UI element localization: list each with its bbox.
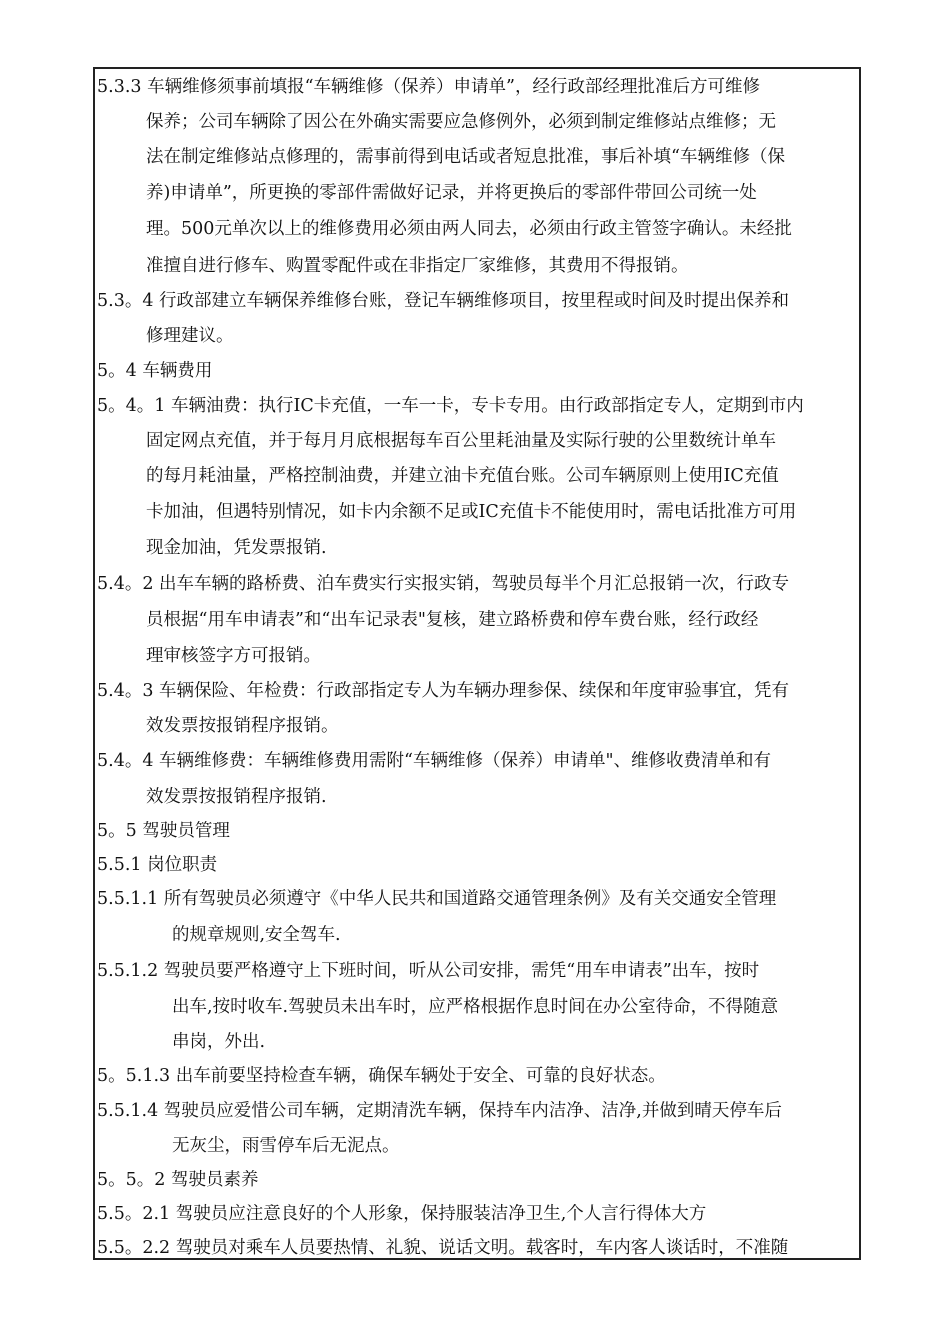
text-line: 养)申请单”，所更换的零部件需做好记录，并将更换后的零部件带回公司统一处: [146, 183, 757, 203]
section-heading: 5。5 驾驶员管理: [97, 821, 230, 841]
text-line: 的规章规则,安全驾车.: [172, 925, 341, 945]
text-line: 保养；公司车辆除了因公在外确实需要应急修例外，必须到制定维修站点维修；无: [146, 112, 776, 132]
text-line: 法在制定维修站点修理的，需事前得到电话或者短息批准，事后补填“车辆维修（保: [146, 147, 785, 167]
text-line: 5.3.3 车辆维修须事前填报“车辆维修（保养）申请单”，经行政部经理批准后方可维修: [97, 77, 760, 97]
text-line: 理审核签字方可报销。: [146, 646, 321, 666]
text-line: 准擅自进行修车、购置零配件或在非指定厂家维修，其费用不得报销。: [146, 256, 689, 276]
text-line: 5.5.1.2 驾驶员要严格遵守上下班时间，听从公司安排，需凭“用车申请表”出车，按时: [97, 961, 760, 981]
text-line: 效发票按报销程序报销。: [146, 716, 339, 736]
text-line: 出车,按时收车.驾驶员未出车时，应严格根据作息时间在办公室待命，不得随意: [172, 997, 779, 1017]
text-line: 5。4。1 车辆油费：执行IC卡充值，一车一卡，专卡专用。由行政部指定专人，定期到市内: [97, 396, 804, 416]
text-line: 5.4。2 出车车辆的路桥费、泊车费实行实报实销，驾驶员每半个月汇总报销一次，行政专: [97, 574, 790, 594]
text-line: 现金加油，凭发票报销.: [146, 538, 327, 558]
text-line: 理。500元单次以上的维修费用必须由两人同去，必须由行政主管签字确认。未经批: [146, 219, 792, 239]
text-line: 固定网点充值，并于每月月底根据每车百公里耗油量及实际行驶的公里数统计单车: [146, 431, 776, 451]
text-line: 5。5.1.3 出车前要坚持检查车辆，确保车辆处于安全、可靠的良好状态。: [97, 1066, 666, 1086]
section-heading: 5。4 车辆费用: [97, 361, 213, 381]
text-line: 串岗，外出.: [172, 1032, 266, 1052]
text-line: 员根据“用车申请表”和“出车记录表"复核，建立路桥费和停车费台账，经行政经: [146, 610, 759, 630]
text-line: 5.5.1.4 驾驶员应爱惜公司车辆，定期清洗车辆，保持车内洁净、洁净,并做到晴天停车后: [97, 1101, 782, 1121]
text-line: 效发票按报销程序报销.: [146, 787, 327, 807]
text-line: 5.5。2.2 驾驶员对乘车人员要热情、礼貌、说话文明。载客时，车内客人谈话时，不准随: [97, 1238, 789, 1258]
text-line: 的每月耗油量，严格控制油费，并建立油卡充值台账。公司车辆原则上使用IC充值: [146, 466, 779, 486]
text-line: 卡加油，但遇特别情况，如卡内余额不足或IC充值卡不能使用时，需电话批准方可用: [146, 502, 797, 522]
text-line: 修理建议。: [146, 326, 234, 346]
text-line: 5.4。4 车辆维修费：车辆维修费用需附“车辆维修（保养）申请单"、维修收费清单和有: [97, 751, 772, 771]
section-heading: 5。5。2 驾驶员素养: [97, 1170, 259, 1190]
section-heading: 5.5.1 岗位职责: [97, 855, 218, 875]
text-line: 无灰尘，雨雪停车后无泥点。: [172, 1136, 400, 1156]
text-line: 5.5。2.1 驾驶员应注意良好的个人形象，保持服装洁净卫生,个人言行得体大方: [97, 1204, 707, 1224]
text-line: 5.3。4 行政部建立车辆保养维修台账，登记车辆维修项目，按里程或时间及时提出保养和: [97, 291, 790, 311]
text-line: 5.4。3 车辆保险、年检费：行政部指定专人为车辆办理参保、续保和年度审验事宜，凭有: [97, 681, 790, 701]
text-line: 5.5.1.1 所有驾驶员必须遵守《中华人民共和国道路交通管理条例》及有关交通安全管理: [97, 889, 777, 909]
